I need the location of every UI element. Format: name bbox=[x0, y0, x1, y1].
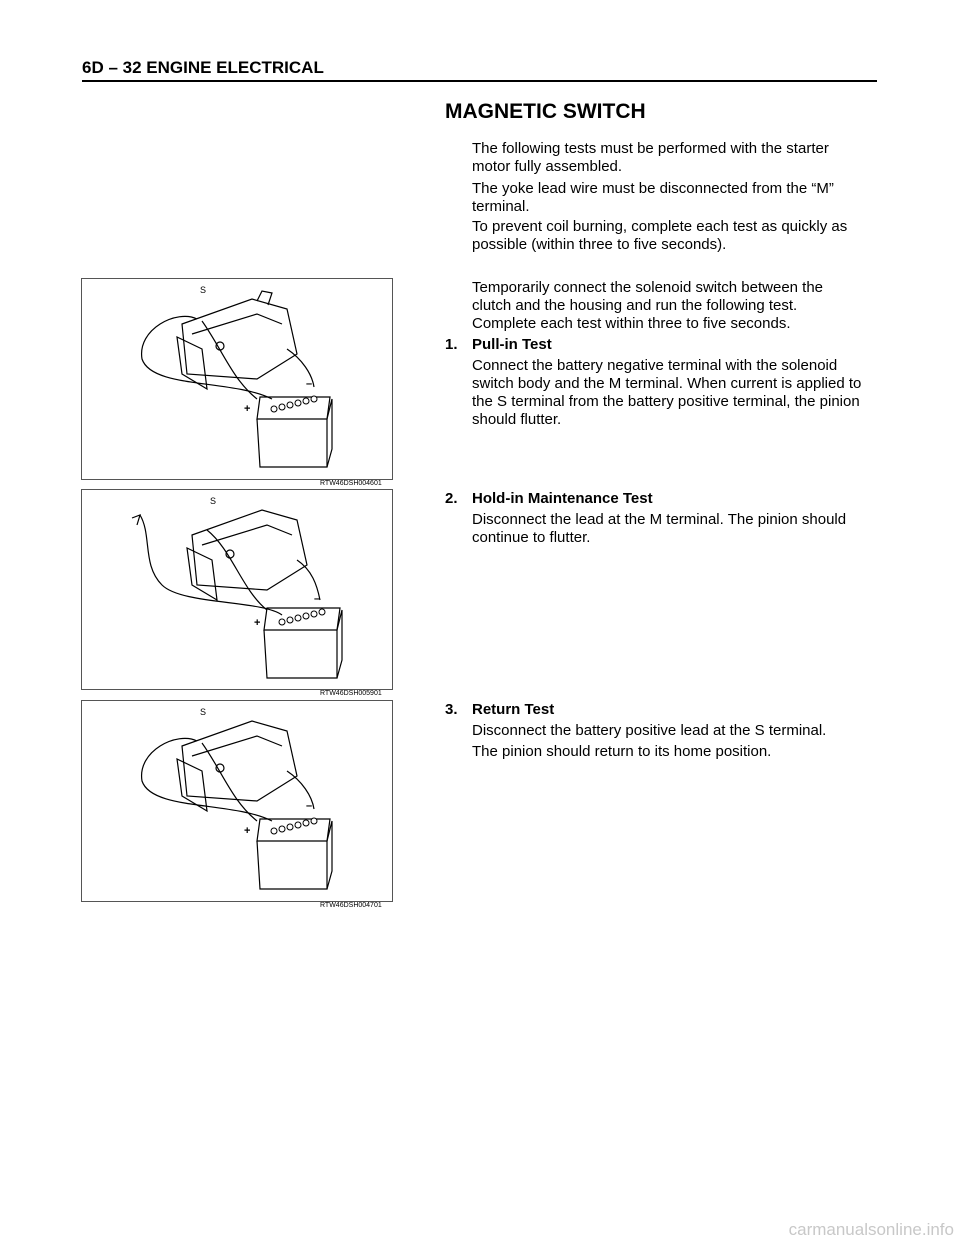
prep-paragraph: Temporarily connect the solenoid switch between the clutch and the housing and run the following test. Complete each test within three to five seconds. bbox=[472, 279, 824, 332]
step-1-text: Connect the battery negative terminal with the solenoid switch body and the M terminal. When current is applied to the S terminal from the battery positive terminal, the pinion should flutter. bbox=[472, 357, 862, 428]
step-1-number: 1. bbox=[445, 336, 458, 353]
section-title: MAGNETIC SWITCH bbox=[445, 100, 646, 123]
figure-3-caption: RTW46DSH004701 bbox=[320, 902, 382, 909]
figure-1-caption: RTW46DSH004601 bbox=[320, 480, 382, 487]
watermark: carmanualsonline.info bbox=[788, 1220, 954, 1239]
figure-return-test bbox=[81, 700, 393, 902]
figure-2-caption: RTW46DSH005901 bbox=[320, 690, 382, 697]
minus-label: – bbox=[314, 593, 321, 605]
step-3-text-2: The pinion should return to its home position. bbox=[472, 743, 772, 760]
plus-label: + bbox=[244, 825, 251, 837]
minus-label: – bbox=[306, 378, 313, 390]
starter-battery-diagram bbox=[82, 701, 392, 901]
s-terminal-label: S bbox=[210, 496, 217, 506]
minus-label: – bbox=[306, 800, 313, 812]
intro-paragraph-1: The following tests must be performed with the starter motor fully assembled. bbox=[472, 140, 829, 175]
step-2-text: Disconnect the lead at the M terminal. The pinion should continue to flutter. bbox=[472, 511, 847, 546]
step-2-title: Hold-in Maintenance Test bbox=[472, 490, 653, 507]
starter-battery-diagram bbox=[82, 279, 392, 479]
s-terminal-label: S bbox=[200, 707, 207, 717]
figure-hold-in-test bbox=[81, 489, 393, 690]
intro-paragraph-2: The yoke lead wire must be disconnected from the “M” terminal. bbox=[472, 180, 834, 215]
step-3-title: Return Test bbox=[472, 701, 555, 718]
step-2-number: 2. bbox=[445, 490, 458, 507]
page-header bbox=[82, 58, 877, 82]
step-1-title: Pull-in Test bbox=[472, 336, 552, 353]
page-header-title: 6D – 32 ENGINE ELECTRICAL bbox=[82, 58, 324, 77]
intro-paragraph-3: To prevent coil burning, complete each test as quickly as possible (within three to five seconds). bbox=[472, 218, 848, 253]
plus-label: + bbox=[254, 617, 261, 629]
figure-pull-in-test bbox=[81, 278, 393, 480]
plus-label: + bbox=[244, 403, 251, 415]
s-terminal-label: S bbox=[200, 285, 207, 295]
starter-battery-diagram bbox=[82, 490, 392, 689]
step-3-number: 3. bbox=[445, 701, 458, 718]
step-3-text: Disconnect the battery positive lead at the S terminal. bbox=[472, 722, 827, 739]
